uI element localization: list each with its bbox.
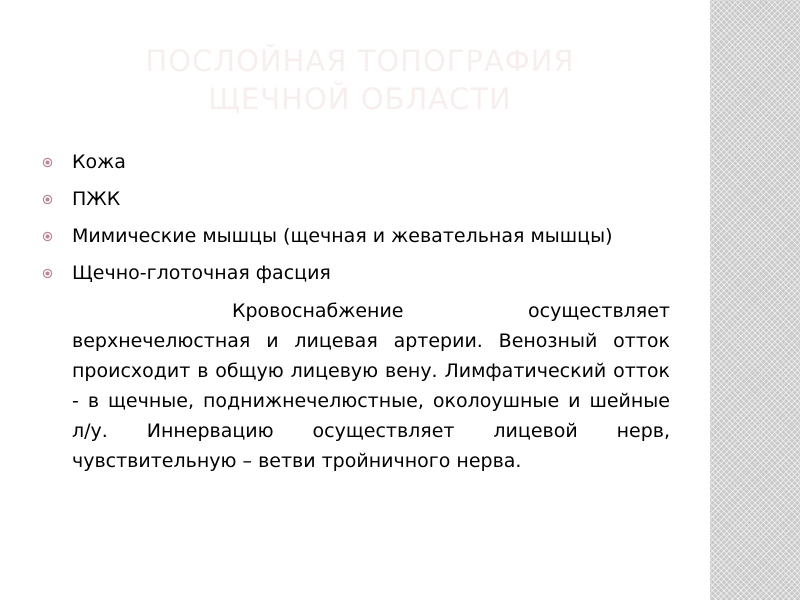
bullet-item-mimic-muscles <box>40 222 670 251</box>
title-line-1: ПОСЛОЙНАЯ ТОПОГРАФИЯ <box>145 44 575 78</box>
bullet-label: ПЖК <box>72 188 121 210</box>
bullet-item-subcutaneous-fat <box>40 185 670 214</box>
description-paragraph: Кровоснабжение осуществляет верхнечелюстная и лицевая артерии. Венозный отток происходит в общую лицевую вену. Лимфатический отток - в щечные, поднижнечелюстные, околоушные и шейные л/у. Иннервацию осуществляет лицевой нерв, чувствительную – ветви тройничного нерва. <box>72 300 670 472</box>
bullet-label: Кожа <box>72 151 126 173</box>
bullet-label: Щечно-глоточная фасция <box>72 262 331 284</box>
circle-bullet-icon <box>42 268 53 279</box>
title-line-2: ЩЕЧНОЙ ОБЛАСТИ <box>208 82 512 116</box>
slide-title <box>60 42 660 118</box>
bullet-item-skin <box>40 148 670 177</box>
circle-bullet-icon <box>42 231 53 242</box>
circle-bullet-icon <box>42 194 53 205</box>
bullet-list <box>40 148 670 288</box>
slide-content <box>40 148 670 476</box>
side-decorative-band <box>710 0 800 600</box>
bullet-label: Мимические мышцы (щечная и жевательная мышцы) <box>72 225 613 247</box>
bullet-item-fascia <box>40 259 670 288</box>
circle-bullet-icon <box>42 157 53 168</box>
